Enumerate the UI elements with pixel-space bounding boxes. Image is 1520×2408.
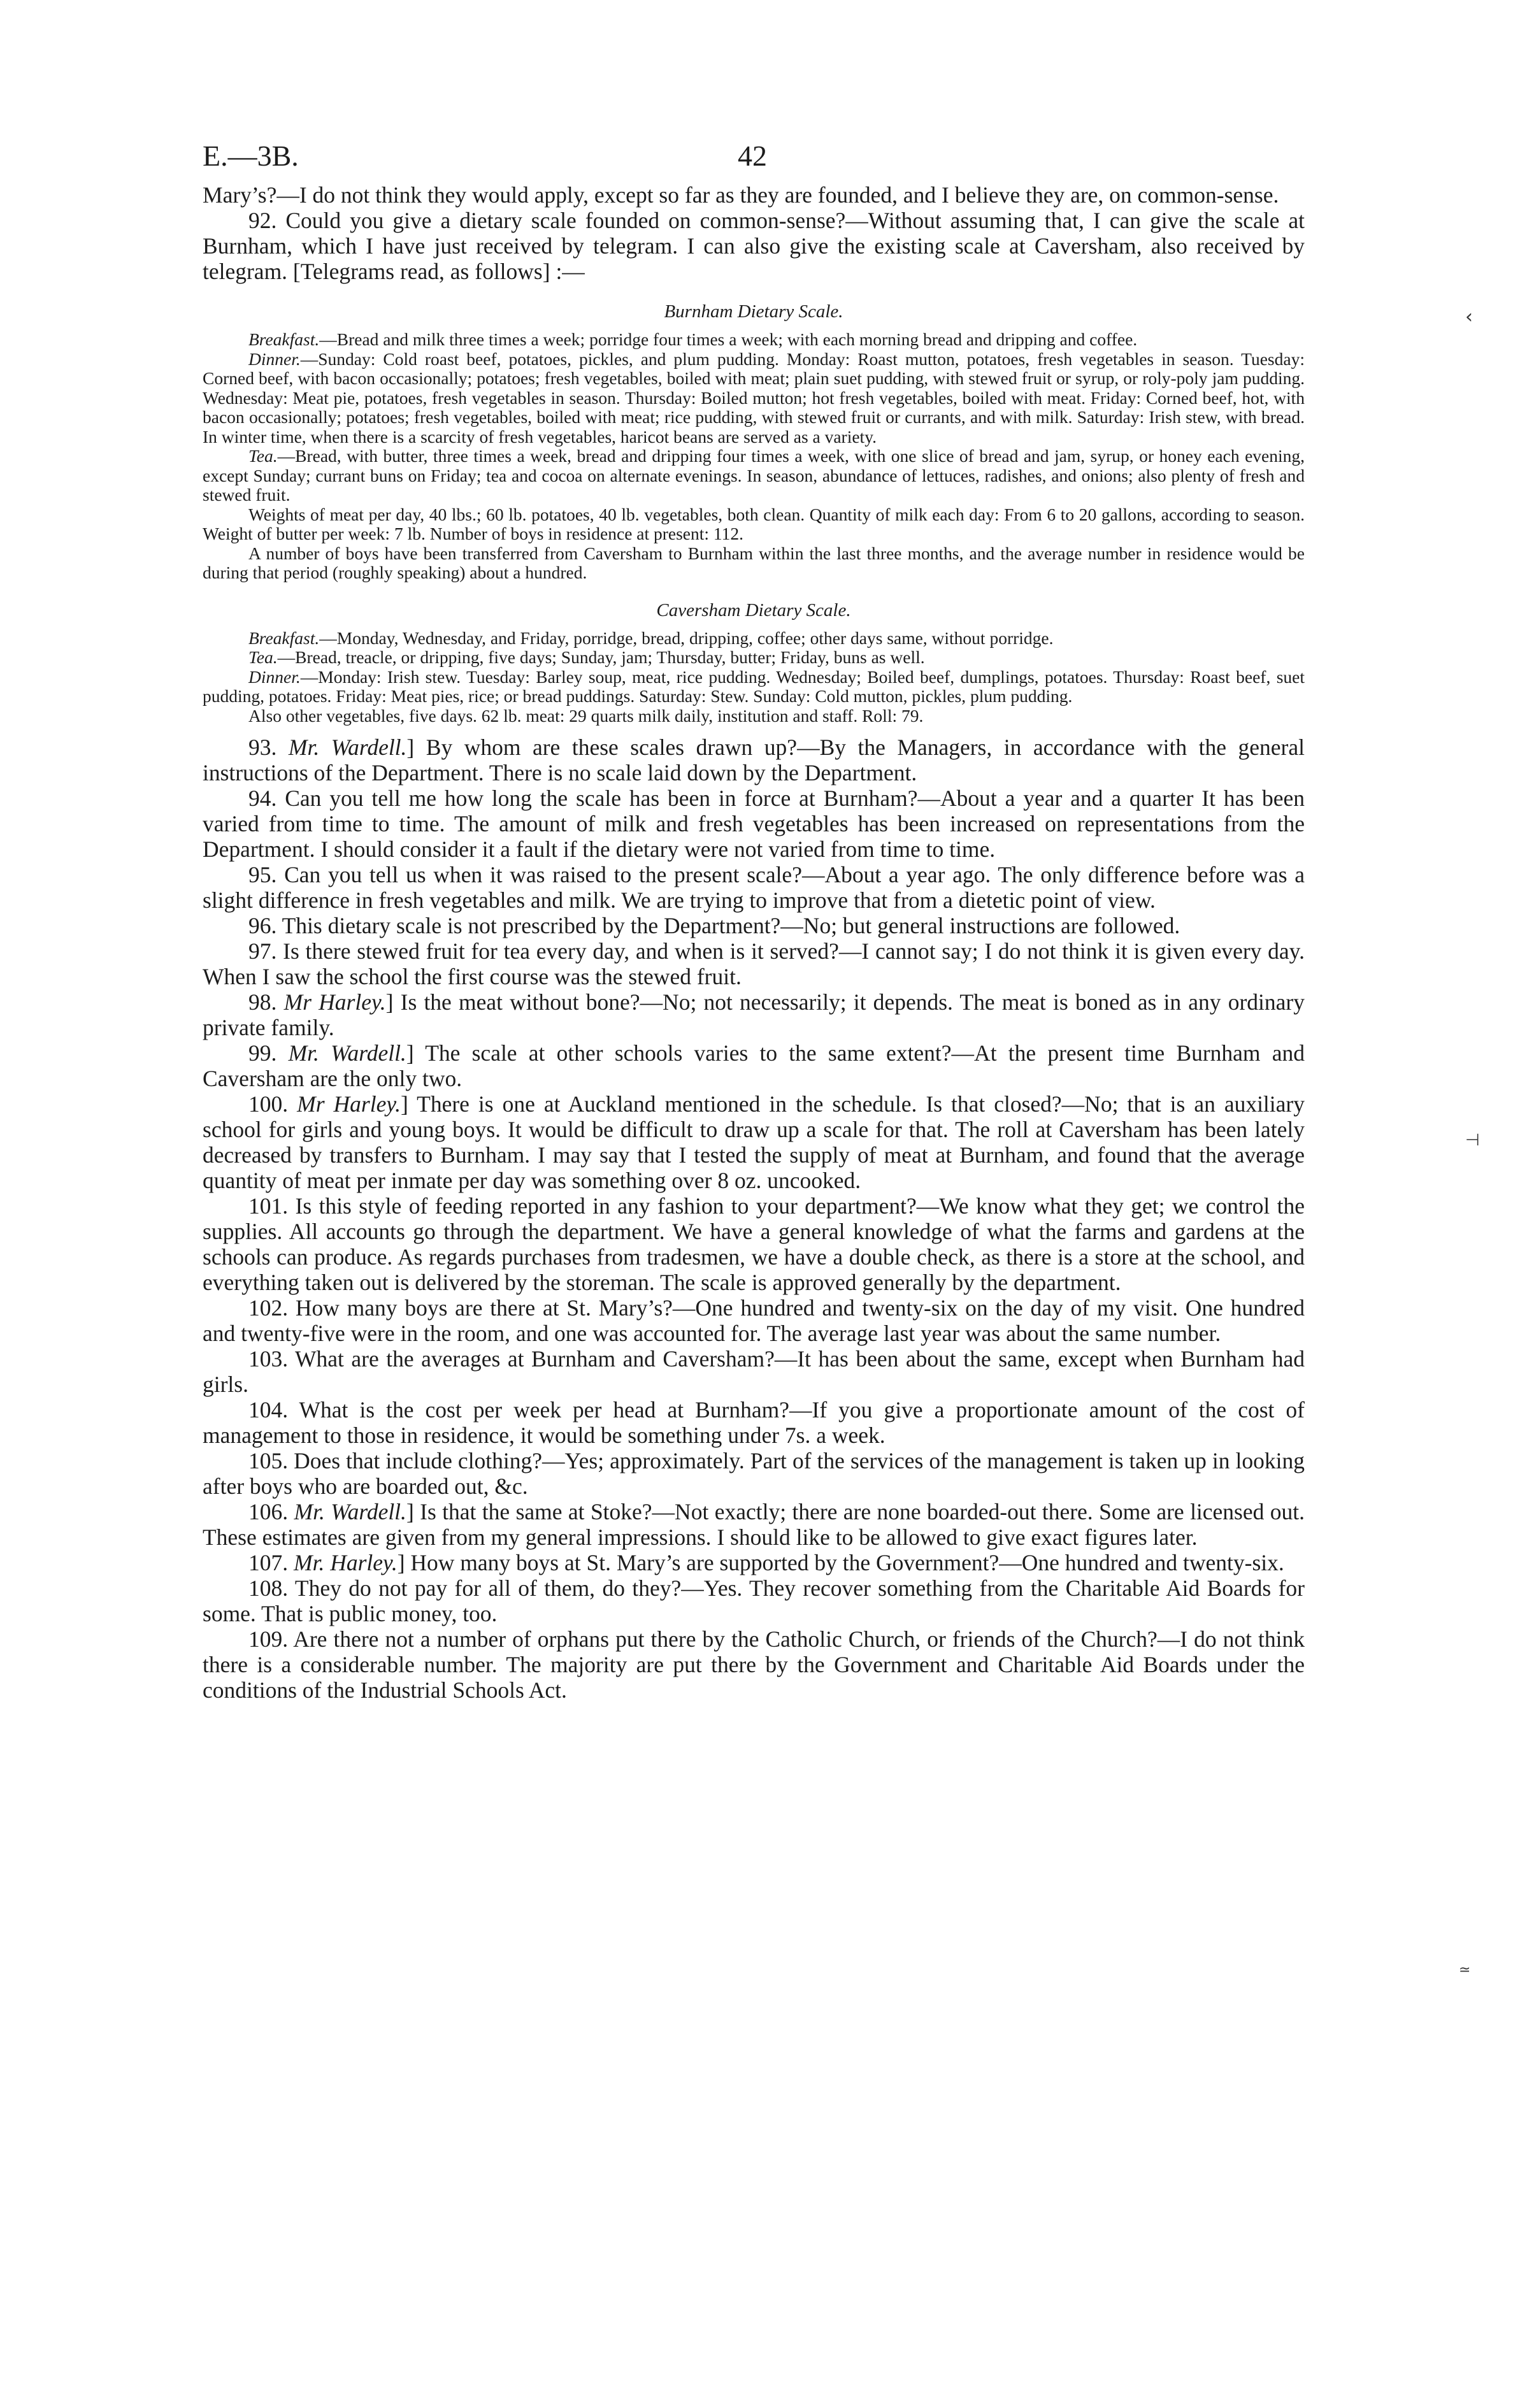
document-page [203,134,1305,1703]
meal-label: Tea. [248,446,278,466]
qa-paragraph: 103. What are the averages at Burnham and Caversham?—It has been about the same, except when Burnham had girls. [203,1346,1305,1397]
qa-paragraph: 109. Are there not a number of orphans put there by the Catholic Church, or friends of the Church?—I do not think there is a considerable number. The majority are put there by the Government and Charitable Aid Boards under the conditions of the Industrial Schools Act. [203,1626,1305,1703]
page-header [203,134,1305,182]
qa-paragraph: 94. Can you tell me how long the scale has been in force at Burnham?—About a year and a quarter It has been varied from time to time. The amount of milk and fresh vegetables has been increased on representations from the Department. I should consider it a fault if the dietary were not varied from time to time. [203,785,1305,862]
caversham-tea [203,648,1305,668]
burnham-tea [203,447,1305,505]
meal-text: —Monday: Irish stew. Tuesday: Barley soup, meat, rice pudding. Wednesday; Boiled beef, dumplings, potatoes. Thursday: Roast beef, suet pudding, potatoes. Friday: Meat pies, rice; or bread puddings. Saturday: Stew. Sunday: Cold mutton, pickles, plum pudding. [203,666,1305,706]
caversham-heading: Caversham Dietary Scale. [656,599,851,620]
paragraph: 92. Could you give a dietary scale founded on common-sense?—Without assuming that, I can give the scale at Burnham, which I have just received by telegram. I can also give the existing scale at Caversham, also received by telegram. [Telegrams read, as follows] :— [203,208,1305,284]
meal-label: Breakfast. [248,329,320,349]
meal-text: —Sunday: Cold roast beef, potatoes, pickles, and plum pudding. Monday: Roast mutton, potatoes, fresh vegetables in season. Tuesday: Corned beef, with bacon occasionally; potatoes; fresh vegetables, boiled with meat; plain suet pudding, with stewed fruit or syrup, or roly-poly jam pudding. Wednesday: Meat pie, potatoes, fresh vegetables in season. Thursday: Boiled mutton; hot fresh vegetables, boiled with meat. Friday: Corned beef, hot, with bacon occasionally; potatoes; fresh vegetables, boiled with meat; rice pudding, with stewed fruit or currants, and with milk. Saturday: Irish stew, with bread. In winter time, when there is a scarcity of fresh vegetables, haricot beans are served as a variety. [203,348,1305,447]
qa-paragraph: 97. Is there stewed fruit for tea every day, and when is it served?—I cannot say; I do not think it is given every day. When I saw the school the first course was the stewed fruit. [203,938,1305,989]
caversham-dinner [203,668,1305,706]
qa-section [203,735,1305,1703]
meal-text: —Monday, Wednesday, and Friday, porridge, bread, dripping, coffee; other days same, without porridge. [319,627,1054,648]
qa-paragraph: 96. This dietary scale is not prescribed by the Department?—No; but general instructions are followed. [248,913,1180,938]
margin-mark: ⊣ [1465,1131,1480,1150]
qa-paragraph: 108. They do not pay for all of them, do they?—Yes. They recover something from the Charitable Aid Boards for some. That is public money, too. [203,1575,1305,1626]
qa-paragraph: 107. Mr. Harley.] How many boys at St. Mary’s are supported by the Government?—One hundred and twenty-six. [248,1550,1284,1575]
qa-paragraph: 105. Does that include clothing?—Yes; approximately. Part of the services of the management is taken up in looking after boys who are boarded out, &c. [203,1448,1305,1499]
margin-mark: ‹ [1465,306,1473,328]
margin-mark: ≃ [1459,1962,1471,1978]
qa-paragraph: 98. Mr Harley.] Is the meat without bone?—No; not necessarily; it depends. The meat is boned as in any ordinary private family. [203,989,1305,1040]
meal-label: Dinner. [248,348,301,369]
meal-text: —Bread, treacle, or dripping, five days; Sunday, jam; Thursday, butter; Friday, buns as well. [277,647,925,667]
qa-paragraph: 106. Mr. Wardell.] Is that the same at Stoke?—Not exactly; there are none boarded-out there. Some are licensed out. These estimates are given from my general impressions. I should like to be allowed to give exact figures later. [203,1499,1305,1550]
qa-paragraph: 100. Mr Harley.] There is one at Auckland mentioned in the schedule. Is that closed?—No; that is an auxiliary school for girls and young boys. It would be difficult to draw up a scale for that. The roll at Caversham has been lately decreased by transfers to Burnham. I may say that I tested the supply of meat at Burnham, and found that the average quantity of meat per inmate per day was something over 8 oz. uncooked. [203,1091,1305,1193]
burnham-breakfast [203,330,1305,350]
qa-paragraph: 104. What is the cost per week per head at Burnham?—If you give a proportionate amount of the cost of management to those in residence, it would be something under 7s. a week. [203,1397,1305,1448]
qa-paragraph: 93. Mr. Wardell.] By whom are these scales drawn up?—By the Managers, in accordance with the general instructions of the Department. There is no scale laid down by the Department. [203,735,1305,785]
caversham-other: Also other vegetables, five days. 62 lb. meat: 29 quarts milk daily, institution and staff. Roll: 79. [248,705,924,726]
burnham-note: A number of boys have been transferred from Caversham to Burnham within the last three months, and the average number in residence would be during that period (roughly speaking) about a hundred. [203,543,1305,582]
burnham-weights: Weights of meat per day, 40 lbs.; 60 lb. potatoes, 40 lb. vegetables, both clean. Quantity of milk each day: From 6 to 20 gallons, according to season. Weight of butter per week: 7 lb. Number of boys in residence at present: 112. [203,504,1305,543]
qa-paragraph: 99. Mr. Wardell.] The scale at other schools varies to the same extent?—At the present time Burnham and Caversham are the only two. [203,1040,1305,1091]
meal-label: Tea. [248,647,278,667]
document-reference: E.—3B. [203,140,299,172]
qa-paragraph: 95. Can you tell us when it was raised to the present scale?—About a year ago. The only difference before was a slight difference in fresh vegetables and milk. We are trying to improve that from a dietetic point of view. [203,862,1305,913]
qa-paragraph: 101. Is this style of feeding reported in any fashion to your department?—We know what they get; we control the supplies. All accounts go through the department. We have a general knowledge of what the farms and gardens at the schools can produce. As regards purchases from tradesmen, we have a double check, as there is a store at the school, and everything taken out is delivered by the storeman. The scale is approved generally by the department. [203,1193,1305,1295]
spacer [203,726,1305,735]
page-number: 42 [738,140,767,172]
burnham-heading: Burnham Dietary Scale. [664,301,843,322]
paragraph: Mary’s?—I do not think they would apply, except so far as they are founded, and I believe they are, on common-sense. [203,182,1279,208]
caversham-breakfast [203,629,1305,649]
meal-text: —Bread, with butter, three times a week, bread and dripping four times a week, with one slice of bread and jam, syrup, or honey each evening, except Sunday; currant buns on Friday; tea and cocoa on alternate evenings. In season, abundance of lettuces, radishes, and onions; also plenty of fresh and stewed fruit. [203,446,1305,505]
meal-label: Breakfast. [248,627,320,648]
meal-label: Dinner. [248,666,301,687]
burnham-dinner [203,350,1305,447]
meal-text: —Bread and milk three times a week; porridge four times a week; with each morning bread and dripping and coffee. [319,329,1138,349]
qa-paragraph: 102. How many boys are there at St. Mary’s?—One hundred and twenty-six on the day of my visit. One hundred and twenty-five were in the room, and one was accounted for. The average last year was about the same number. [203,1295,1305,1346]
